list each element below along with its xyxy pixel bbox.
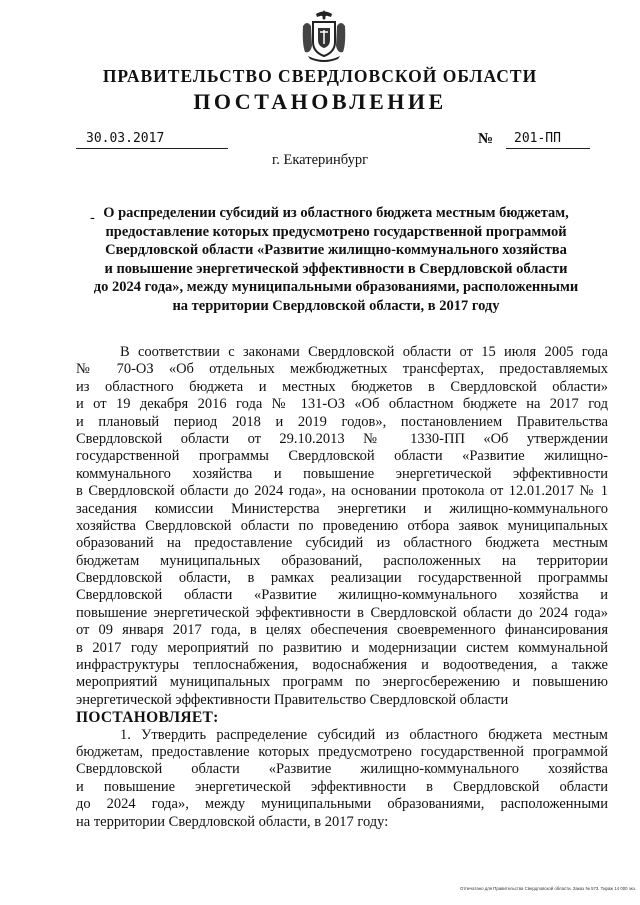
preamble-line: Свердловской области от 29.10.2013 № 1330-ПП «Об утверждении <box>76 430 608 447</box>
item1-line: и повышение энергетической эффективности в Свердловской области <box>76 778 608 795</box>
item1-line: 1. Утвердить распределение субсидий из областного бюджета местным <box>120 726 608 743</box>
document-date: 30.03.2017 <box>76 131 228 149</box>
subject-line: и повышение энергетической эффективности в Свердловской области <box>104 260 568 277</box>
preamble-line: в Свердловской области до 2024 года», на основании протокола от 12.01.2017 № 1 <box>76 483 608 500</box>
subject-line: на территории Свердловской области, в 2017 году <box>172 297 500 314</box>
subject-line: до 2024 года», между муниципальными образованиями, расположенными <box>93 279 579 295</box>
preamble-line: энергетической эффективности Правительство Свердловской области <box>76 691 509 708</box>
preamble-line: коммунального хозяйства и повышение энергетической эффективности <box>76 465 608 482</box>
preamble-line: инфраструктуры теплоснабжения, водоснабжения и водоотведения, а также <box>76 657 608 674</box>
subject-line: Свердловской области «Развитие жилищно-коммунального хозяйства <box>105 242 567 258</box>
government-title: ПРАВИТЕЛЬСТВО СВЕРДЛОВСКОЙ ОБЛАСТИ <box>102 66 538 86</box>
subject-line: О распределении субсидий из областного бюджета местным бюджетам, <box>103 205 569 221</box>
item1-line: на территории Свердловской области, в 2017 году: <box>76 813 389 830</box>
document-city: г. Екатеринбург <box>271 152 369 168</box>
preamble-line: хозяйства Свердловской области по проведению отбора заявок муниципальных <box>76 517 608 534</box>
document-subject <box>76 204 596 315</box>
preamble-line: и плановый период 2018 и 2019 годов», постановлением Правительства <box>76 413 608 430</box>
document-body <box>76 344 608 831</box>
preamble-line: из областного бюджета и местных бюджетов в Свердловской области» <box>76 378 608 395</box>
preamble-line: образований на предоставление субсидий из областного бюджета местным <box>76 535 608 552</box>
preamble-line: мероприятий муниципальных программ по энергосбережению и повышению <box>76 674 608 691</box>
preamble-line: Свердловской области «Развитие жилищно-коммунального хозяйства и <box>76 587 608 604</box>
subject-line: предоставление которых предусмотрено государственной программой <box>105 223 567 240</box>
resolves-heading: ПОСТАНОВЛЯЕТ: <box>76 709 219 727</box>
preamble-line: № 70-ОЗ «Об отдельных межбюджетных трансфертах, предоставляемых <box>76 361 608 378</box>
preamble-line: в 2017 году мероприятий по развитию и модернизации систем коммунальной <box>76 639 608 656</box>
preamble-line: заседания комиссии Министерства энергетики и жилищно-коммунального <box>76 500 608 517</box>
print-footer-note: Отпечатано для Правительства Свердловской области. Заказ № 573. Тираж 14 000 экз. <box>460 886 636 891</box>
preamble-line: государственной программы Свердловской области «Развитие жилищно- <box>76 448 608 465</box>
preamble-line: повышение энергетической эффективности в Свердловской области до 2024 года» <box>76 604 608 621</box>
preamble-line: Свердловской области, в рамках реализации государственной программы <box>76 570 608 587</box>
preamble-line: и от 19 декабря 2016 года № 131-ОЗ «Об областном бюджете на 2017 год <box>76 396 608 413</box>
coat-of-arms-icon <box>300 8 348 64</box>
preamble-line: В соответствии с законами Свердловской области от 15 июля 2005 года <box>120 344 608 360</box>
preamble-line: от 09 января 2017 года, в целях обеспечения своевременного финансирования <box>76 622 608 639</box>
number-sign: № <box>478 131 494 147</box>
item1-line: бюджетам, предоставление которых предусмотрено государственной программой <box>76 743 608 760</box>
preamble-line: бюджетам муниципальных образований, расположенных на территории <box>76 552 608 569</box>
document-type: ПОСТАНОВЛЕНИЕ <box>193 89 447 114</box>
subject-dash: - <box>90 210 95 226</box>
item1-line: Свердловской области «Развитие жилищно-коммунального хозяйства <box>76 761 608 778</box>
document-number: 201-ПП <box>506 131 590 149</box>
item1-line: до 2024 года», между муниципальными образованиями, расположенными <box>76 796 608 813</box>
document-number-field <box>478 131 590 149</box>
